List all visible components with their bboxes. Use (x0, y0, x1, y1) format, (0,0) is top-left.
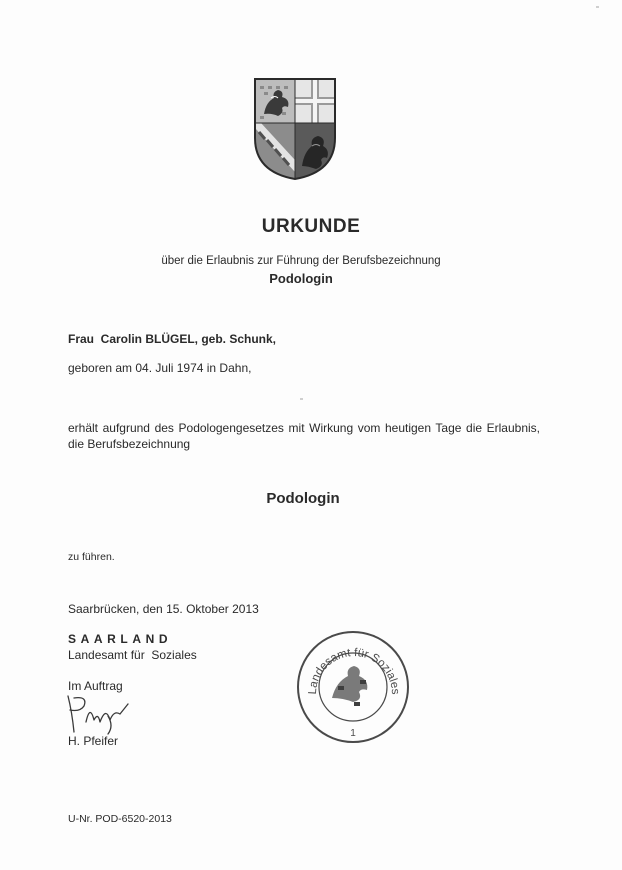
grant-text: erhält aufgrund des Podologengesetzes mit Wirkung vom heutigen Tage die Erlaubnis, die Berufsbezeichnung (68, 421, 540, 451)
document-title: URKUNDE (261, 216, 361, 237)
handwritten-signature-icon (62, 692, 142, 736)
official-seal-icon (294, 628, 412, 746)
paper-speck (300, 398, 303, 400)
seal-number: 1 (350, 728, 356, 739)
saarland-coat-of-arms-icon (252, 76, 338, 182)
profession-title: Podologin (266, 490, 340, 507)
document-subtitle: über die Erlaubnis zur Führung der Berufsbezeichnung (161, 255, 441, 267)
birth-line: geboren am 04. Juli 1974 in Dahn, (68, 361, 252, 375)
reference-number: U-Nr. POD-6520-2013 (68, 813, 172, 825)
place-date: Saarbrücken, den 15. Oktober 2013 (68, 602, 259, 616)
paper-speck (596, 6, 599, 8)
signer-name: H. Pfeifer (68, 734, 119, 748)
issuer-state: SAARLAND (68, 632, 173, 646)
on-behalf-label: Im Auftrag (68, 679, 123, 693)
issuer-office: Landesamt für Soziales (68, 648, 197, 662)
closing-text: zu führen. (68, 551, 115, 563)
recipient-name: Frau Carolin BLÜGEL, geb. Schunk, (68, 332, 277, 346)
profession-heading: Podologin (269, 271, 333, 286)
seal-ring-text: Landesamt für Soziales (306, 646, 402, 695)
